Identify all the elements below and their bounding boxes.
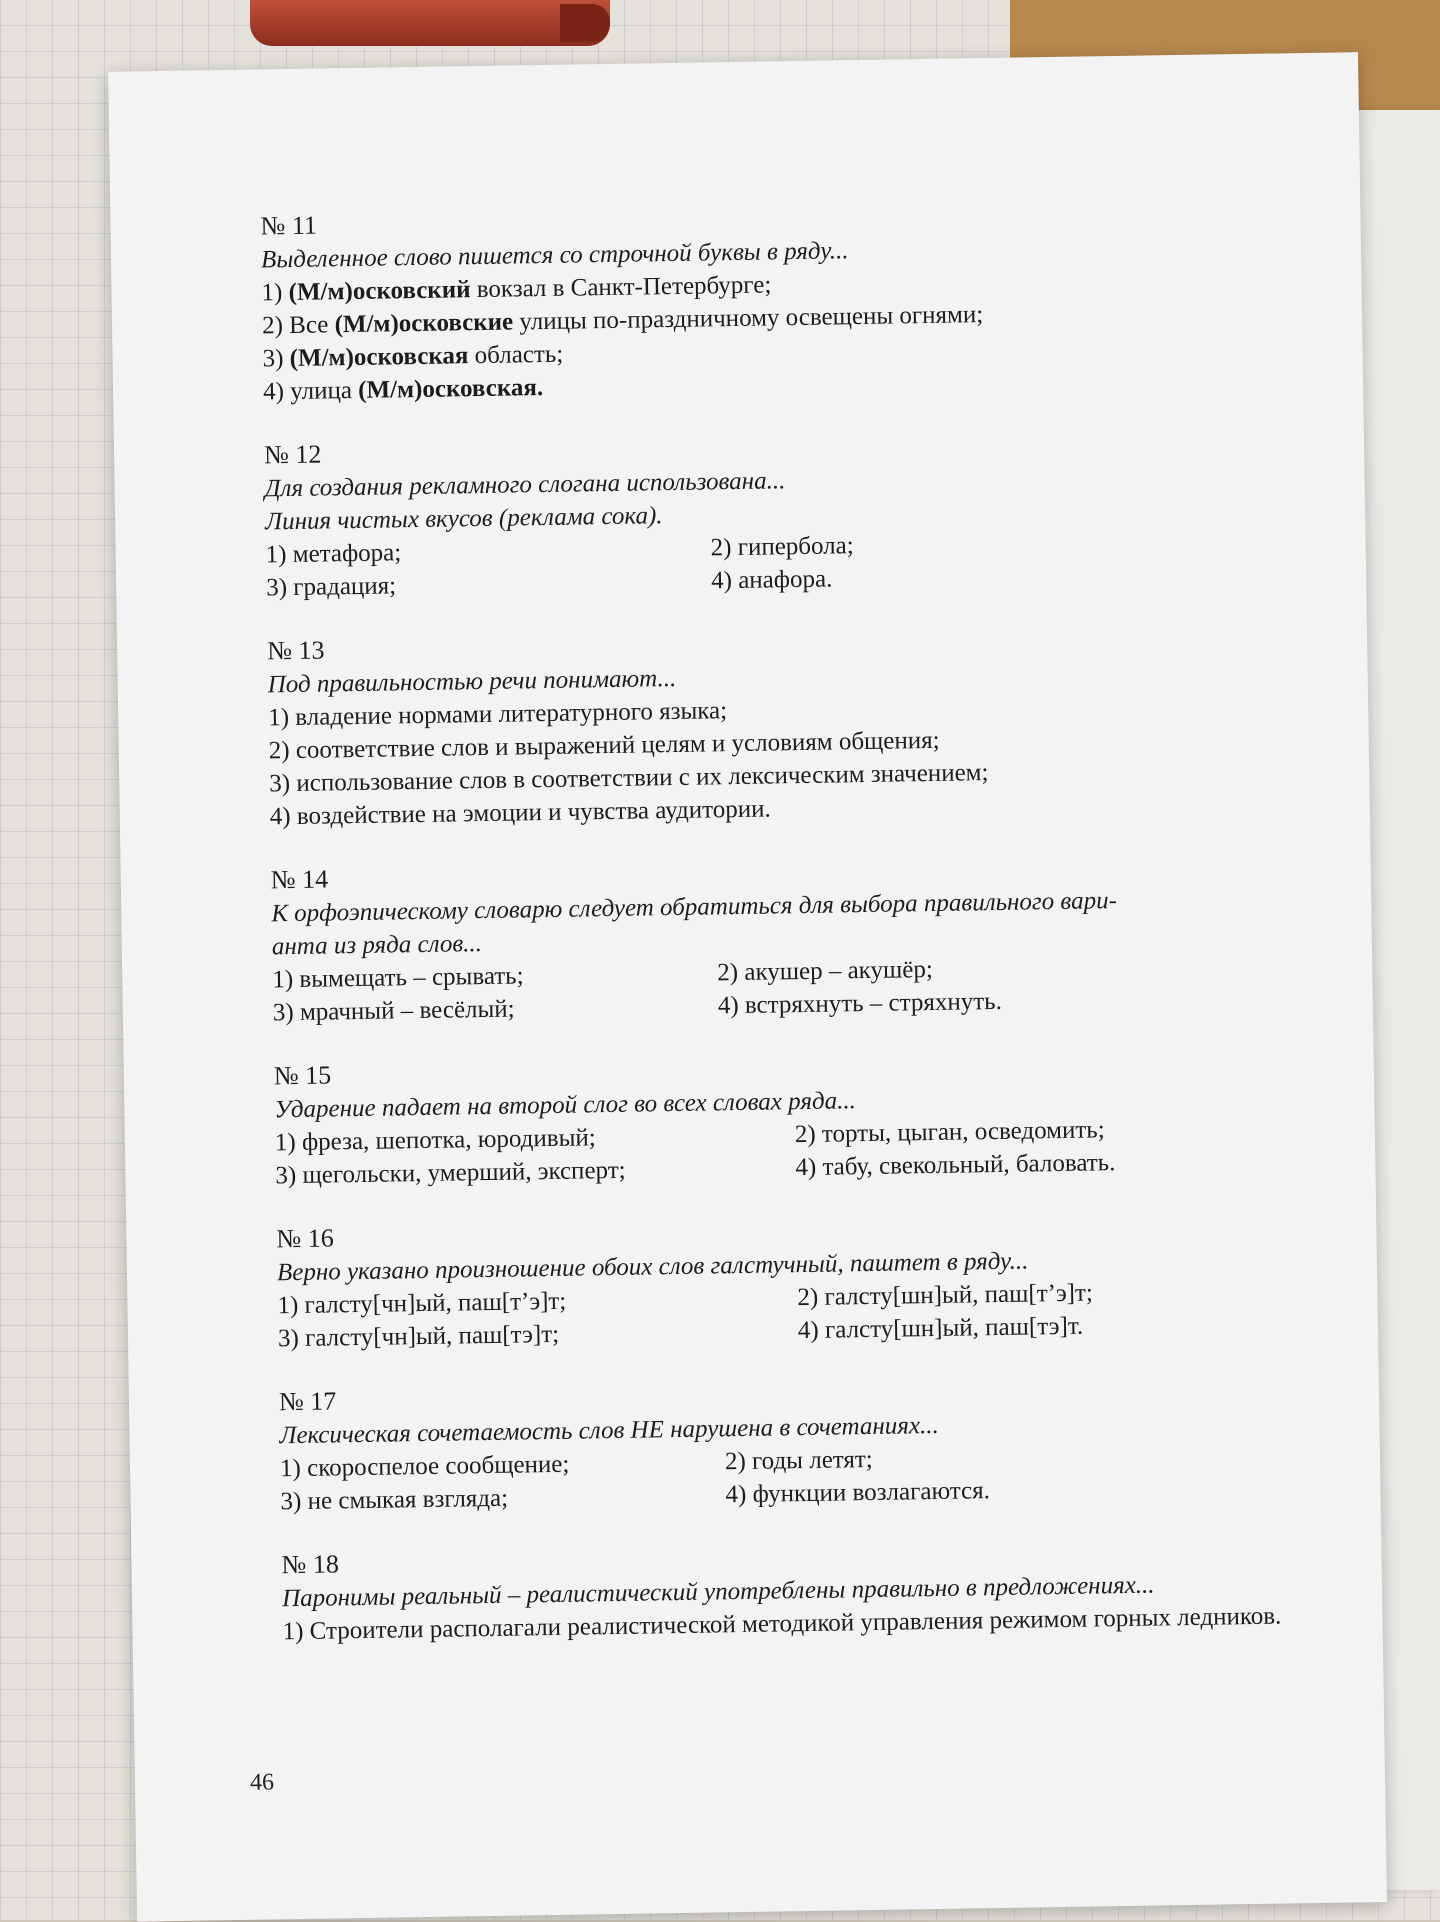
- question-prompt-continued: анта из ряда слов...: [272, 914, 1282, 963]
- option-2: 2) гипербола;: [710, 523, 1275, 565]
- page-number: 46: [250, 1769, 274, 1796]
- option-1: 1) скороспелое сообщение;: [280, 1445, 725, 1485]
- question-15: [274, 1043, 1286, 1192]
- option-2: 2) акушер – акушёр;: [717, 947, 1282, 989]
- question-number: № 13: [267, 619, 1277, 669]
- question-prompt: Для создания рекламного слогана использована...: [264, 457, 1274, 506]
- question-prompt: Ударение падает на второй слог во всех словах ряда...: [274, 1077, 1284, 1126]
- option-3: 3) щегольски, умерший, эксперт;: [275, 1151, 795, 1192]
- question-number: № 18: [281, 1532, 1291, 1582]
- question-13: [267, 619, 1280, 834]
- option-highlighted-word: (М/м)осковский: [288, 276, 470, 306]
- question-prompt: Паронимы реальный – реалистический употреблены правильно в предложениях...: [282, 1566, 1292, 1615]
- question-prompt: Под правильностью речи понимают...: [267, 653, 1277, 702]
- question-17: [279, 1369, 1291, 1518]
- option-3: 3) градация;: [266, 564, 711, 604]
- book-page: [108, 52, 1387, 1921]
- option-4: 4) табу, свекольный, баловать.: [795, 1143, 1285, 1184]
- option-rest: область;: [468, 341, 563, 369]
- option-4: 4) галсту[шн]ый, паш[тэ]т.: [798, 1306, 1288, 1347]
- option-3: 3) галсту[чн]ый, паш[тэ]т;: [278, 1314, 798, 1355]
- option-3: 3) не смыкая взгляда;: [280, 1478, 725, 1518]
- option-4: 4) встряхнуть – стряхнуть.: [718, 980, 1283, 1022]
- option-1: 1) фреза, шепотка, юродивый;: [275, 1118, 795, 1159]
- question-11: [260, 194, 1273, 409]
- pen-object: [250, 0, 610, 46]
- question-number: № 16: [276, 1206, 1286, 1256]
- option-2: 2) соответствие слов и выражений целям и условиям общения;: [269, 719, 1279, 768]
- option-4: 4) анафора.: [711, 556, 1276, 598]
- option-1: 1) вымещать – срывать;: [272, 956, 717, 996]
- question-18: [281, 1532, 1292, 1648]
- question-prompt: Верно указано произношение обоих слов галстучный, паштет в ряду...: [277, 1240, 1287, 1289]
- option-highlighted-word: (М/м)осковские: [334, 308, 513, 338]
- option-label: 2) Все: [262, 311, 335, 339]
- option-1: 1) галсту[чн]ый, паш[т’э]т;: [277, 1281, 797, 1322]
- question-number: № 14: [271, 847, 1281, 897]
- question-prompt: Выделенное слово пишется со строчной буквы в ряду...: [261, 228, 1271, 277]
- pen-cap: [560, 4, 610, 42]
- question-number: № 11: [260, 194, 1270, 244]
- question-prompt: К орфоэпическому словарю следует обратиться для выбора правильного вари-: [271, 881, 1281, 930]
- page-content: [260, 194, 1293, 1679]
- option-rest: улицы по-праздничному освещены огнями;: [513, 301, 983, 335]
- option-rest: вокзал в Санкт-Петербурге;: [470, 271, 771, 303]
- option-2: 2) торты, цыган, осведомить;: [795, 1110, 1285, 1151]
- question-example: Линия чистых вкусов (реклама сока).: [265, 490, 1275, 539]
- option-2: 2) галсту[шн]ый, паш[т’э]т;: [797, 1273, 1287, 1314]
- option-4: 4) функции возлагаются.: [725, 1469, 1290, 1511]
- question-number: № 15: [274, 1043, 1284, 1093]
- question-16: [276, 1206, 1288, 1355]
- option-1: 1) владение нормами литературного языка;: [268, 686, 1278, 735]
- option-highlighted-word: (М/м)осковская: [289, 342, 468, 372]
- question-number: № 17: [279, 1369, 1289, 1419]
- option-3: 3) использование слов в соответствии с их лексическим значением;: [269, 752, 1279, 801]
- question-12: [264, 423, 1276, 605]
- option-3: 3) мрачный – весёлый;: [273, 989, 718, 1029]
- option-label: 3): [262, 345, 289, 372]
- question-prompt: Лексическая сочетаемость слов НЕ нарушена в сочетаниях...: [279, 1403, 1289, 1452]
- option-label: 1): [261, 279, 288, 306]
- question-14: [271, 847, 1283, 1029]
- question-number: № 12: [264, 423, 1274, 473]
- option-label: 4) улица: [263, 377, 358, 405]
- option-4: 4) воздействие на эмоции и чувства аудитории.: [270, 785, 1280, 834]
- option-1: 1) Строители располагали реалистической методикой управления режимом горных ледников.: [282, 1599, 1292, 1648]
- option-highlighted-word: (М/м)осковская.: [358, 374, 543, 404]
- option-1: 1) метафора;: [265, 531, 710, 571]
- option-2: 2) годы летят;: [725, 1436, 1290, 1478]
